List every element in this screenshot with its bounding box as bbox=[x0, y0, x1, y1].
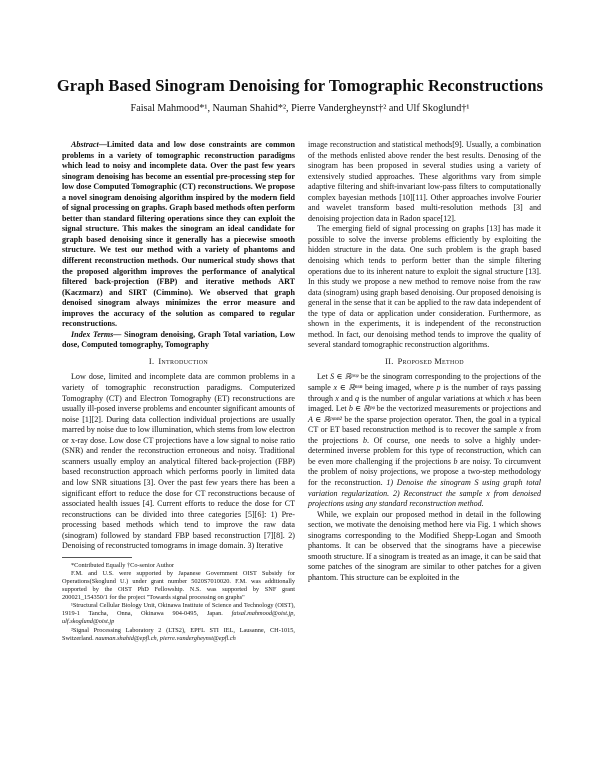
text-run: are noisy. To circumvent the problem of noisy projections, we propose a two-step methodology for the reconstruction. bbox=[308, 456, 541, 487]
math-sample: x ∈ ℝⁿˣⁿ bbox=[333, 383, 363, 393]
index-terms bbox=[62, 330, 295, 351]
math-x: x bbox=[519, 425, 523, 435]
math-sinogram: S ∈ ℝᵖˣᵠ bbox=[330, 372, 359, 382]
footnote-rule bbox=[62, 557, 132, 558]
right-column bbox=[308, 140, 541, 583]
math-q: q bbox=[354, 393, 359, 403]
right-paragraph-1: image reconstruction and statistical methods[9]. Usually, a combination of the methods enlisted above render the best results. Denosing of the sinogram has been proposed in several studies using a variety of extensively studied approaches. These algorithms vary from simple adaptive filtering and shift-invariant low-pass filters to computationally complex bayesian methods [10][11]. Other approaches involve Fourier and wavelet transform based multi-resolution methods [3] and denoising projection data in Radon space[12]. bbox=[308, 140, 541, 223]
right-paragraph-2: The emerging field of signal processing on graphs [13] has made it possible to solve the inverse problems efficiently by exploiting the hidden structure in the data. One such problem is the graph based denoising which tends to perform better than the simple filtering operations due to its inherent nature to exploit the signal structure [13]. In this study we propose a new method to remove noise from the raw data (sinogram) using graph based denoising. Our proposed denoising is general in the sense that it can be applied to the raw data independent of the type of data or application under consideration. Furthermore, as shown in the experiments, it is independent of the reconstruction method. In fact, our denoising method tends to improve the quality of several standard tomographic reconstruction algorithms. bbox=[308, 224, 541, 350]
section-number: II. bbox=[385, 356, 394, 366]
method-steps: 1) Denoise the sinogram S using graph total variation regularization. 2) Reconstruct the sample x from denoised projections using any standard reconstruction method. bbox=[308, 477, 541, 509]
affiliation-1-text: ¹Structural Cellular Biology Unit, Okinawa Institute of Science and Technology (OIST), 1919-1 Tancha, Onna, Okinawa 904-0495, Japan. bbox=[62, 602, 295, 618]
paper-authors: Faisal Mahmood*¹, Nauman Shahid*², Pierre Vandergheynst†² and Ulf Skoglund†¹ bbox=[130, 103, 470, 114]
math-b: b bbox=[362, 435, 368, 445]
footnote-affiliation-1 bbox=[62, 602, 295, 626]
affiliation-2-email[interactable]: nauman.shahid@epfl.ch, pierre.vandergheynst@epfl.ch bbox=[95, 634, 236, 642]
text-run: and bbox=[338, 393, 355, 403]
left-column bbox=[62, 140, 295, 643]
footnote-affiliation-2 bbox=[62, 627, 295, 643]
method-paragraph-1 bbox=[308, 372, 541, 509]
text-run: be the vectorized measurements or projections and bbox=[374, 404, 542, 414]
footnote-contrib: *Contributed Equally †Co-senior Author bbox=[71, 561, 175, 569]
text-run: . Of course, one needs to solve a highly under-determined inverse problem for this type of reconstruction, which can be even more challenging if the projections bbox=[308, 435, 541, 466]
method-paragraph-2: While, we explain our proposed method in detail in the following section, we motivate the denoising method here via Fig. 1 which shows sinograms corresponding to the Modified Shepp-Logan and Smooth phantoms. It can be observed that the sinograms have a piecewise smooth structure. If a sinogram is treated as an image, it can be said that some patches of the sinogram are similar to other patches for a given phantom. This structure can be exploited in the bbox=[308, 509, 541, 582]
abstract-text: —Limited data and low dose constraints are common problems in a variety of tomographic reconstruction paradigms which lead to noisy and incomplete data. Over the past few years sinogram denoising has become an essential pre-processing step for low dose Computed Tomographic (CT) reconstructions. We propose a novel sinogram denoising algorithm inspired by the modern field of signal processing on graphs. Graph based methods often perform better than standard filtering operations since they can exploit the signal structure. This makes the sinogram an ideal candidate for graph based denoising since it generally has a piecewise smooth structure. We test our method with a variety of phantoms and different reconstruction methods. Our numerical study shows that the proposed algorithm improves the performance of analytical filtered back-projection (FBP) and iterative methods ART (Kaczmarz) and SIRT (Cimmino). We observed that graph denoised sinogram always minimizes the error measure and improves the accuracy of the solution as compared to regular reconstructions. bbox=[62, 140, 295, 329]
affiliation-1-email[interactable]: faisal.mahmood@oist.jp, ulf.skoglund@oist.jp bbox=[62, 610, 295, 626]
section-heading-introduction bbox=[62, 357, 295, 368]
math-b: b bbox=[453, 456, 458, 466]
text-run: Let bbox=[317, 372, 331, 382]
text-run: be the sinogram corresponding to the projections of the sample bbox=[308, 372, 541, 393]
text-run: is the number of rays passing through bbox=[308, 383, 541, 403]
intro-paragraph: Low dose, limited and incomplete data are common problems in a variety of tomographic reconstruction paradigms. Computerized Tomography (CT) and Electron Tomography (ET) reconstructions are usually ill-posed inverse problems and encounter significant amounts of noise [1][2]. During data collection individual projections are usually marred by noise due to low illumination, which stems from low electron or x-ray dose. Low dose CT projections have a low signal to noise ratio (SNR) and render the reconstruction erroneous and noisy. Traditional scanners usually employ an analytical filtered back-projection (FBP) based reconstruction approach which performs poorly in limited data and low SNR situations [3]. Over the past few years there has been a significant effort to reduce the dose for CT reconstructions because of associated health issues [4]. Current efforts to reduce the dose for CT reconstructions can be divided into three categories [5][6]: 1) Pre-processing based methods which tend to improve the raw data (sinogram) followed by standard FBP based reconstruction [7][8]. 2) Denoising of reconstructed tomograms in image domain. 3) Iterative bbox=[62, 372, 295, 551]
text-run: is the number of angular variations at which bbox=[359, 393, 507, 403]
math-b: b ∈ ℝᵖᵠ bbox=[348, 404, 375, 414]
footnotes bbox=[62, 562, 295, 643]
index-terms-label: Index Terms bbox=[71, 329, 114, 339]
text-run: being imaged, where bbox=[362, 383, 437, 393]
abstract bbox=[62, 140, 295, 330]
text-run: has been imaged. Let bbox=[308, 393, 541, 414]
math-p: p bbox=[436, 383, 441, 393]
math-A: A ∈ ℝᵖᵠˣⁿ² bbox=[308, 414, 342, 424]
paper-title: Graph Based Sinogram Denoising for Tomographic Reconstructions bbox=[56, 76, 544, 95]
math-x: x bbox=[335, 393, 339, 403]
math-x: x bbox=[507, 393, 511, 403]
section-heading-proposed-method bbox=[308, 357, 541, 368]
text-run: from the projections bbox=[308, 425, 542, 445]
abstract-label: Abstract bbox=[71, 140, 99, 149]
text-run: be the sparse projection operator. Then, the goal in a typical CT or ET based reconstruction method is to recover the sample bbox=[308, 414, 541, 435]
affiliation-2-text: ²Signal Processing Laboratory 2 (LTS2), EPFL STI IEL, Lausanne, CH-1015, Switzerland. bbox=[62, 626, 295, 642]
section-title: Introduction bbox=[158, 356, 209, 366]
section-title: Proposed Method bbox=[397, 356, 464, 366]
section-number: I. bbox=[148, 356, 155, 366]
footnote-funding: F.M. and U.S. were supported by Japanese Government OIST Subsidy for Operations(Skoglund U.) under grant number 5020S7010020. F.M. was additionally supported by the OIST PhD Fellowship. N.S. was supported by SNF grant 200021_154350/1 for the project "Towards signal processing on graphs" bbox=[62, 569, 295, 602]
index-terms-text: — Sinogram denoising, Graph Total variation, Low dose, Computed tomography, Tomography bbox=[62, 329, 296, 350]
